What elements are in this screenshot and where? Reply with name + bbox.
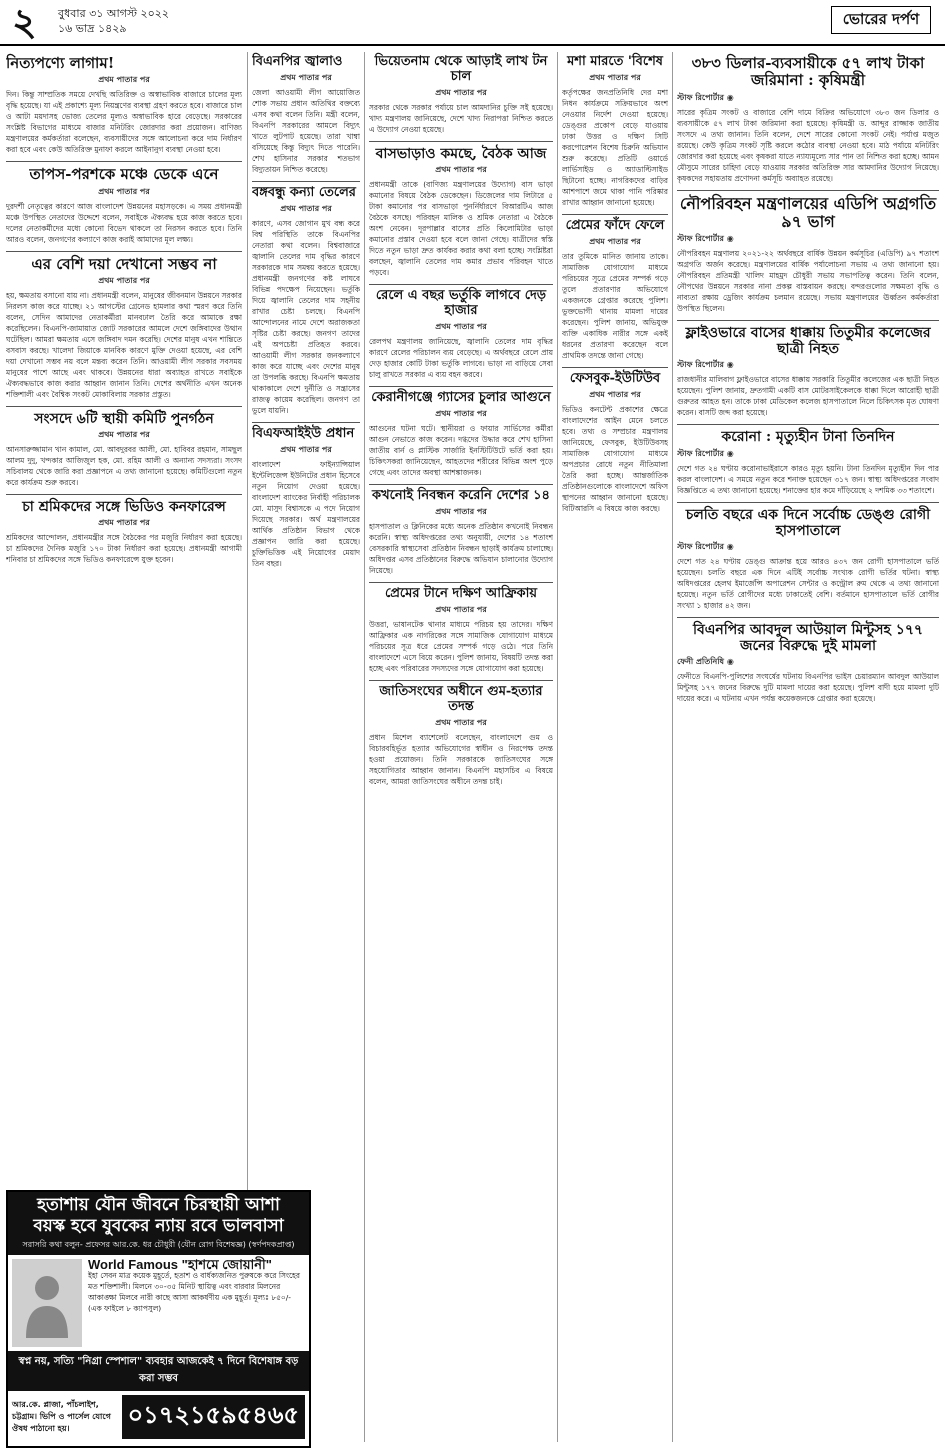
ad-headline-1: হতাশায় যৌন জীবনে চিরস্থায়ী আশা bbox=[37, 1195, 280, 1215]
article-headline[interactable]: সংসদে ৬টি স্থায়ী কমিটি পুনর্গঠন bbox=[34, 410, 214, 427]
article-body: সারের কৃত্রিম সংকট ও বাজারে বেশি দামে বিক্রির অভিযোগে ৩৮৩ জন ডিলার ও ব্যবসায়ীকে ৫৭ লাখ টাকা জরিমানা করা হয়েছে। কৃষিমন্ত্রী ড. আব্দুর রাজ্জাক জাতীয় সংসদে এ তথ্য জানান। তিনি বলেন, দেশে সারের কোনো সংকট নেই। পর্যাপ্ত মজুত রয়েছে। কেউ কৃত্রিম সংকট সৃষ্টি করলে কঠোর ব্যবস্থা নেওয়া হবে। মাঠ পর্যায়ে মনিটরিং জোরদার করা হয়েছে এবং কৃষকরা যাতে ন্যায্যমূল্যে সার পান তা নিশ্চিত করা হচ্ছে। আমন মৌসুমে সারের চাহিদা বেড়ে যাওয়ায় সরকার অতিরিক্ত সার আমদানির উদ্যোগ নিয়েছে। কৃষকদের সহায়তায় প্রণোদনা কর্মসূচি অব্যাহত রয়েছে। bbox=[677, 107, 939, 183]
article-continuation: প্রথম পাতার পর bbox=[435, 321, 487, 331]
ad-contact-line: সরাসরি কথা বলুন- প্রফেসর আর.কে. ধর চৌধুরী (যৌন রোগ বিশেষজ্ঞ) (স্বর্ণপদকপ্রাপ্ত) bbox=[22, 1240, 295, 1249]
article bbox=[6, 411, 242, 488]
article bbox=[369, 289, 553, 380]
article bbox=[369, 489, 553, 576]
article-continuation: প্রথম পাতার পর bbox=[280, 444, 332, 454]
article-byline: স্টাফ রিপোর্টার ◉ bbox=[677, 92, 734, 102]
article bbox=[369, 391, 553, 478]
divider bbox=[369, 680, 553, 681]
article-body: নৌপরিবহন মন্ত্রণালয় ২০২১-২২ অর্থবছরে বার্ষিক উন্নয়ন কর্মসূচির (এডিপি) ৯৭ শতাংশ অগ্রগতি অর্জন করেছে। মন্ত্রণালয়ের বার্ষিক পর্যালোচনা সভায় এ তথ্য জানানো হয়। নৌপরিবহন প্রতিমন্ত্রী খালিদ মাহমুদ চৌধুরী সভায় সভাপতিত্ব করেন। তিনি বলেন, নৌপথের উন্নয়নে সরকার নানা প্রকল্প বাস্তবায়ন করছে। বন্দরগুলোর সক্ষমতা বৃদ্ধি ও নাব্যতা রক্ষায় ড্রেজিং কার্যক্রম চলমান রয়েছে। সভায় মন্ত্রণালয়ের ঊর্ধ্বতন কর্মকর্তারা উপস্থিত ছিলেন। bbox=[677, 249, 939, 314]
article-continuation: প্রথম পাতার পর bbox=[280, 203, 332, 213]
article-headline[interactable]: মশা মারতে 'বিশেষ bbox=[567, 54, 663, 69]
article bbox=[677, 55, 939, 184]
ad-address: আর.কে. প্লাজা, পাঁচলাইশ, চট্টগ্রাম। ভিপি ও পার্সেল যোগে ঔষধ পাঠানো হয়। bbox=[12, 1400, 111, 1433]
divider bbox=[677, 320, 939, 321]
article-headline[interactable]: বিএনপির আবদুল আউয়াল মিন্টুসহ ১৭৭ জনের বিরুদ্ধে দুই মামলা bbox=[692, 621, 924, 654]
article-body: শ্রমিকদের আন্দোলন, প্রধানমন্ত্রীর সঙ্গে বৈঠকের পর মজুরি নির্ধারণ করা হয়েছে। চা শ্রমিকদের দৈনিক মজুরি ১৭০ টাকা নির্ধারণ করা হয়েছে। প্রধানমন্ত্রী আগামী শনিবার চা শ্রমিকদের সঙ্গে ভিডিও কনফারেন্সে যুক্ত হবেন। bbox=[6, 532, 242, 564]
article-continuation: প্রথম পাতার পর bbox=[435, 87, 487, 97]
article-continuation: প্রথম পাতার পর bbox=[435, 506, 487, 516]
date-bengali: ১৬ ভাদ্র ১৪২৯ bbox=[58, 22, 127, 35]
article-headline[interactable]: কখনোই নিবন্ধন করেনি দেশের ১৪ bbox=[371, 487, 550, 503]
divider bbox=[369, 582, 553, 583]
divider bbox=[677, 502, 939, 503]
article-continuation: প্রথম পাতার পর bbox=[98, 275, 150, 285]
article-body: হয়, ক্ষমতায় বসানো যায় না। প্রধানমন্ত্রী বলেন, মানুষের জীবনমান উন্নয়নে সরকার নিরলস কাজ করে যাচ্ছে। ২১ আগস্টের গ্রেনেড হামলার কথা স্মরণ করে তিনি বলেন, সেদিন আমাদের নেতাকর্মীরা মানবঢাল তৈরি করে আমাকে রক্ষা করেছিলেন। বিএনপি-জামায়াত জোট সরকারের আমলে দেশে জঙ্গিবাদের উত্থান ঘটেছিল। আমরা ক্ষমতায় এসে জঙ্গিবাদ দমন করেছি। দেশের মানুষ এখন শান্তিতে বসবাস করছে। খালেদা জিয়াকে মানবিক কারণে মুক্তি দেওয়া হয়েছে, এর বেশি দয়া দেখানো সম্ভব নয় বলে মন্তব্য করেন তিনি। আওয়ামী লীগ সরকার সবসময় মানুষের পাশে আছে এবং থাকবে। উন্নয়নের ধারা অব্যাহত রাখতে সবাইকে ঐক্যবদ্ধভাবে কাজ করার আহ্বান জানান তিনি। দেশের অর্থনীতি এখন অনেক শক্তিশালী এবং বৈশ্বিক সংকট মোকাবিলায় সরকার প্রস্তুত। bbox=[6, 290, 242, 399]
column-5 bbox=[677, 52, 939, 1442]
article-byline: স্টাফ রিপোর্টার ◉ bbox=[677, 448, 734, 458]
article-body: দুরদর্শী নেতৃত্বের কারণে আজ বাংলাদেশ উন্নয়নের মহাসড়কে। এ সময় প্রধানমন্ত্রী মঞ্চে উপস্থিত নেতাদের উদ্দেশে বলেন, সবাইকে ঐক্যবদ্ধ হয়ে কাজ করতে হবে। দলের নেতাকর্মীদের মধ্যে কোনো বিভেদ থাকলে তা নিরসন করতে হবে। তিনি আরও বলেন, জনগণের কল্যাণে কাজ করাই আমাদের মূল লক্ষ্য। bbox=[6, 201, 242, 244]
article-headline[interactable]: ফেসবুক-ইউটিউব bbox=[569, 370, 661, 386]
article-body: দেশে গত ২৪ ঘণ্টায় করোনাভাইরাসে কারও মৃত্যু হয়নি। টানা তিনদিন মৃত্যুহীন দিন পার করল বাংলাদেশ। এ সময়ে নতুন করে শনাক্ত হয়েছেন ৩১৭ জন। স্বাস্থ্য অধিদপ্তরের সংবাদ বিজ্ঞপ্তিতে এ তথ্য জানানো হয়েছে। শনাক্তের হার কমে দাঁড়িয়েছে ২ দশমিক ৩৩ শতাংশে। bbox=[677, 463, 939, 495]
article-headline[interactable]: চলতি বছরে এক দিনে সর্বোচ্চ ডেঙ্গু রোগী হাসপাতালে bbox=[685, 506, 931, 539]
divider bbox=[6, 251, 242, 252]
article-continuation: প্রথম পাতার পর bbox=[98, 429, 150, 439]
divider bbox=[6, 406, 242, 407]
article bbox=[252, 427, 360, 569]
article-body: তার তুমিকে মানিত জানায় তাকে। সামাজিক যোগাযোগ মাধ্যমে পরিচয়ের সূত্রে প্রেমের সম্পর্ক গড়ে তুলে প্রতারণার অভিযোগে একজনকে গ্রেপ্তার করেছে পুলিশ। ভুক্তভোগী থানায় মামলা দায়ের করেছেন। পুলিশ জানায়, অভিযুক্ত ব্যক্তি একাধিক নারীর সঙ্গে একই ধরনের প্রতারণা করেছেন বলে প্রাথমিক তদন্তে জানা গেছে। bbox=[562, 251, 668, 360]
divider bbox=[677, 190, 939, 191]
masthead-logo: ভোরের দর্পণ bbox=[831, 6, 931, 34]
article-body: প্রধানমন্ত্রী তাকে (বাণিজ্য মন্ত্রণালয়ের উদ্যোগ) বাস ভাড়া কমানোর বিষয়ে বৈঠক ডেকেছেন। ডিজেলের দাম লিটারে ৫ টাকা কমানোর পর বাসভাড়া পুনর্নির্ধারণে বিআরটিএ আজ বৈঠকে বসছে। পরিবহন মালিক ও শ্রমিক নেতারা এ বৈঠকে অংশ নেবেন। দূরপাল্লার বাসের প্রতি কিলোমিটার ভাড়া কমানোর প্রস্তাব দেওয়া হবে বলে জানা গেছে। যাত্রীদের স্বস্তি দিতে নতুন ভাড়া দ্রুত কার্যকর করার কথা বলা হচ্ছে। সংশ্লিষ্টরা বলছেন, জ্বালানি তেলের দাম কমার প্রভাব পরিবহন খাতে পড়বে। bbox=[369, 179, 553, 277]
article-body: আগুনের ঘটনা ঘটে। স্থানীয়রা ও ফায়ার সার্ভিসের কর্মীরা আগুন নেভাতে কাজ করেন। দগ্ধদের উদ্ধার করে শেখ হাসিনা জাতীয় বার্ন ও প্লাস্টিক সার্জারি ইনস্টিটিউটে ভর্তি করা হয়। চিকিৎসকরা জানিয়েছেন, আহতদের শরীরের বিভিন্ন অংশ পুড়ে গেছে এবং তাদের অবস্থা আশঙ্কাজনক। bbox=[369, 423, 553, 477]
ad-phone-number[interactable]: ০১৭২১৫৯৫৪৬৫ bbox=[122, 1395, 305, 1439]
divider bbox=[6, 494, 242, 495]
column-4 bbox=[562, 52, 668, 1442]
article-headline[interactable]: বিএনপির জ্বালাও bbox=[252, 54, 343, 69]
divider bbox=[6, 161, 242, 162]
article bbox=[677, 507, 939, 611]
article-headline[interactable]: এর বেশি দয়া দেখানো সম্ভব না bbox=[31, 254, 217, 273]
article bbox=[677, 429, 939, 495]
article-continuation: প্রথম পাতার পর bbox=[589, 389, 641, 399]
article-byline: স্টাফ রিপোর্টার ◉ bbox=[677, 360, 734, 370]
advertisement bbox=[6, 1190, 311, 1448]
date-block bbox=[58, 6, 169, 36]
article bbox=[562, 219, 668, 361]
article-headline[interactable]: করোনা : মৃত্যুহীন টানা তিনদিন bbox=[721, 429, 895, 446]
article bbox=[252, 186, 360, 416]
article-body: জেলা আওয়ামী লীগ আয়োজিত শোক সভায় প্রধান অতিথির বক্তব্যে এসব কথা বলেন তিনি। মন্ত্রী বলেন, বিএনপি সরকারের আমলে বিদ্যুৎ খাতে লুটপাট হয়েছে। তারা খাম্বা বসিয়েছে কিন্তু বিদ্যুৎ দিতে পারেনি। শেখ হাসিনার সরকার শতভাগ বিদ্যুতায়ন নিশ্চিত করেছে। bbox=[252, 87, 360, 174]
ad-footer bbox=[8, 1391, 309, 1443]
article bbox=[252, 55, 360, 175]
article bbox=[562, 372, 668, 514]
article-headline[interactable]: বাসভাড়াও কমছে, বৈঠক আজ bbox=[375, 145, 547, 162]
article bbox=[369, 146, 553, 278]
divider bbox=[369, 284, 553, 285]
article-body: কারণে, এসব জোগান মুখ বন্ধ করে বিশ্ব পরিস্থিতি তাকে বিএনপির নেতারা কথা বলেন। বিশ্ববাজারে জ্বালানি তেলের দাম বৃদ্ধির কারণে সরকারকে দাম সমন্বয় করতে হয়েছে। প্রধানমন্ত্রী জনগণের কষ্ট লাঘবে বিভিন্ন পদক্ষেপ নিয়েছেন। ভর্তুকি দিয়ে জ্বালানি তেলের দাম সহনীয় রাখার চেষ্টা চলছে। বিএনপি আন্দোলনের নামে দেশে অরাজকতা সৃষ্টির চেষ্টা করছে। জনগণ তাদের এই অপচেষ্টা প্রতিহত করবে। আওয়ামী লীগ সরকার জনকল্যাণে কাজ করে যাচ্ছে এবং দেশের মানুষ তা উপলব্ধি করছে। বিএনপি ক্ষমতায় থাকাকালে দেশে দুর্নীতি ও সন্ত্রাসের রাজত্ব কায়েম করেছিল। জনগণ তা ভুলে যায়নি। bbox=[252, 218, 360, 415]
column-3 bbox=[369, 52, 553, 1442]
article-continuation: প্রথম পাতার পর bbox=[435, 408, 487, 418]
ad-header bbox=[8, 1192, 309, 1255]
article-headline[interactable]: চা শ্রমিকদের সঙ্গে ভিডিও কনফারেন্স bbox=[22, 498, 226, 515]
article-continuation: প্রথম পাতার পর bbox=[589, 236, 641, 246]
date-gregorian: বুধবার ৩১ আগস্ট ২০২২ bbox=[58, 7, 170, 20]
article-headline[interactable]: ভিয়েতনাম থেকে আড়াই লাখ টন চাল bbox=[374, 54, 548, 84]
article-headline[interactable]: কেরানীগঞ্জে গ্যাসের চুলার আগুনে bbox=[371, 389, 551, 405]
article-headline[interactable]: নিত্যপণ্যে লাগাম! bbox=[6, 54, 115, 72]
article bbox=[677, 325, 939, 418]
article-headline[interactable]: বিএফআইইউ প্রধান bbox=[252, 425, 355, 441]
article bbox=[6, 55, 242, 155]
article-headline[interactable]: ৩৮৩ ডিলার-ব্যবসায়ীকে ৫৭ লাখ টাকা জরিমানা : কৃষিমন্ত্রী bbox=[691, 54, 925, 90]
divider bbox=[252, 422, 360, 423]
article-continuation: প্রথম পাতার পর bbox=[98, 186, 150, 196]
column-divider bbox=[364, 52, 365, 1442]
article bbox=[369, 685, 553, 787]
divider bbox=[369, 484, 553, 485]
divider bbox=[369, 386, 553, 387]
article-byline: ফেনী প্রতিনিধি ◉ bbox=[677, 656, 734, 666]
article-headline[interactable]: ফ্লাইওভারে বাসের ধাক্কায় তিতুমীর কলেজের ছাত্রী নিহত bbox=[685, 325, 931, 358]
article-body: দিন। কিন্তু সাম্প্রতিক সময়ে দেখছি অতিরিক্ত ও অস্বাভাবিক বাজারে চালের মূল্য বৃদ্ধি হয়েছে। যা এই প্রকাশ্যে মূল্য নিয়ন্ত্রণের ব্যবস্থা গ্রহণ করতে হবে। বাজারে চাল ও আটা ময়দাসহ ভোজ্য তেলের মূল্যও অস্বাভাবিক হারে বেড়েছে। সরকারের সংশ্লিষ্ট বিভাগের মাধ্যমে বাজার মনিটরিং জোরদার করা প্রয়োজন। বাণিজ্য মন্ত্রণালয়ের কর্মকর্তারা বলেছেন, ব্যবসায়ীদের সঙ্গে আলোচনা করে দাম নির্ধারণ করা হবে এবং কেউ অতিরিক্ত মুনাফা করলে আইনানুগ ব্যবস্থা নেওয়া হবে। bbox=[6, 90, 242, 155]
article-headline[interactable]: বঙ্গবন্ধু কন্যা তেলের bbox=[252, 184, 356, 200]
divider bbox=[562, 214, 668, 215]
divider bbox=[677, 424, 939, 425]
article-continuation: প্রথম পাতার পর bbox=[435, 717, 487, 727]
article-headline[interactable]: নৌপরিবহন মন্ত্রণালয়ের এডিপি অগ্রগতি ৯৭ ভাগ bbox=[679, 193, 937, 231]
article-headline[interactable]: জাতিসংঘের অধীনে গুম-হত্যার তদন্ত bbox=[379, 683, 543, 714]
article-headline[interactable]: রেলে এ বছর ভর্তুকি লাগবে দেড় হাজার bbox=[375, 287, 547, 318]
divider bbox=[562, 367, 668, 368]
column-1 bbox=[6, 52, 242, 1184]
article-body: রেলপথ মন্ত্রণালয় জানিয়েছে, জ্বালানি তেলের দাম বৃদ্ধির কারণে রেলের পরিচালন ব্যয় বেড়েছে। এ অর্থবছরে রেলে প্রায় দেড় হাজার কোটি টাকা ভর্তুকি লাগবে। ভাড়া না বাড়িয়ে সেবা চালু রাখতে সরকার এ ব্যয় বহন করবে। bbox=[369, 336, 553, 379]
ad-headline-2: বয়স্ক হবে যুবকের ন্যায় রবে ভালবাসা bbox=[33, 1216, 284, 1236]
ad-product-name: World Famous "হাশমে জোয়ানী" bbox=[88, 1257, 272, 1272]
article-continuation: প্রথম পাতার পর bbox=[435, 164, 487, 174]
person-icon bbox=[22, 1268, 72, 1338]
article bbox=[677, 622, 939, 704]
column-divider bbox=[672, 52, 673, 1442]
page-number: ২ bbox=[12, 0, 37, 44]
column-divider bbox=[557, 52, 558, 1442]
article-continuation: প্রথম পাতার পর bbox=[589, 72, 641, 82]
column-2 bbox=[252, 52, 360, 1184]
article bbox=[562, 55, 668, 208]
ad-product-text bbox=[88, 1259, 305, 1347]
column-divider bbox=[247, 52, 248, 1192]
article-body: রাজধানীর মালিবাগ ফ্লাইওভারে বাসের ধাক্কায় সরকারি তিতুমীর কলেজের এক ছাত্রী নিহত হয়েছেন। পুলিশ জানায়, দ্রুতগামী একটি বাস মোটরসাইকেলকে ধাক্কা দিলে আরোহী ছাত্রী গুরুতর আহত হন। তাকে ঢাকা মেডিকেল কলেজ হাসপাতালে নিলে চিকিৎসক মৃত ঘোষণা করেন। বাসটি জব্দ করা হয়েছে। bbox=[677, 375, 939, 418]
article-headline[interactable]: প্রেমের ফাঁদে ফেলে bbox=[565, 217, 665, 233]
ad-banner: স্বপ্ন নয়, সত্যি "নিগ্রা স্পেশাল" ব্যবহার আজকেই ৭ দিনে বিশেষাঙ্গ বড় করা সম্ভব bbox=[8, 1351, 309, 1391]
divider bbox=[677, 617, 939, 618]
article-body: দেশে গত ২৪ ঘণ্টায় ডেঙ্গু আক্রান্ত হয়ে আরও ৪৩৭ জন রোগী হাসপাতালে ভর্তি হয়েছেন। চলতি বছরে এক দিনে এটিই সর্বোচ্চ সংখ্যক রোগী ভর্তির ঘটনা। স্বাস্থ্য অধিদপ্তরের হেলথ ইমার্জেন্সি অপারেশন সেন্টার ও কন্ট্রোল রুম থেকে এ তথ্য জানানো হয়েছে। নতুন ভর্তি রোগীদের মধ্যে ঢাকাতেই বেশি। বর্তমানে হাসপাতালে ভর্তি রোগীর সংখ্যা ১ হাজার ৪২ জন। bbox=[677, 556, 939, 610]
article-continuation: প্রথম পাতার পর bbox=[435, 604, 487, 614]
page-header bbox=[0, 0, 945, 46]
article-body: কর্তৃপক্ষের জনপ্রতিনিধি দের মশা নিধন কার্যক্রমে সক্রিয়ভাবে অংশ নেওয়ার নির্দেশ দেওয়া হয়েছে। ডেঙ্গুর প্রকোপ বেড়ে যাওয়ায় ঢাকা উত্তর ও দক্ষিণ সিটি করপোরেশন বিশেষ চিরুনি অভিযান শুরু করেছে। প্রতিটি ওয়ার্ডে লার্ভিসাইড ও অ্যাডাল্টিসাইড ছিটানো হচ্ছে। নাগরিকদের বাড়ির আশপাশে জমে থাকা পানি পরিষ্কার রাখার আহ্বান জানানো হয়েছে। bbox=[562, 87, 668, 207]
article bbox=[6, 256, 242, 400]
article bbox=[6, 166, 242, 244]
article-headline[interactable]: প্রেমের টানে দক্ষিণ আফ্রিকায় bbox=[384, 585, 538, 601]
article-body: আনসারুজ্জামান খান কামাল, মো. আবদুরবর আলী, মো. হাবিবর রহমান, সামছুল আলম দুদু, খন্দকার আজিজুল হক, মো. রহিম আলী ও অন্যান্য সদস্যরা। সংসদ সচিবালয় থেকে জারি করা প্রজ্ঞাপনে এ তথ্য জানানো হয়েছে। কমিটিগুলো নতুন করে কার্যক্রম শুরু করবে। bbox=[6, 444, 242, 487]
article bbox=[677, 195, 939, 315]
article-byline: স্টাফ রিপোর্টার ◉ bbox=[677, 541, 734, 551]
article-body: উত্তরা, ভাষানটেক থানার মাধ্যমে পরিচয় হয় তাদের। দক্ষিণ আফ্রিকার এক নাগরিকের সঙ্গে সামাজিক যোগাযোগ মাধ্যমে পরিচয়ের সূত্র ধরে প্রেমের সম্পর্ক গড়ে ওঠে। পরে তিনি বাংলাদেশে এসে বিয়ে করেন। পুলিশ জানায়, বিষয়টি তদন্ত করা হচ্ছে এবং পরিবারের সদস্যদের সঙ্গে যোগাযোগ করা হয়েছে। bbox=[369, 619, 553, 673]
article-body: বাংলাদেশ ফাইন্যান্সিয়াল ইন্টেলিজেন্স ইউনিটের প্রধান হিসেবে নতুন নিয়োগ দেওয়া হয়েছে। বাংলাদেশ ব্যাংকের নির্বাহী পরিচালক মো. মাসুদ বিশ্বাসকে এ পদে নিয়োগ দিয়েছে সরকার। অর্থ মন্ত্রণালয়ের আর্থিক প্রতিষ্ঠান বিভাগ থেকে প্রজ্ঞাপন জারি করা হয়েছে। চুক্তিভিত্তিক এই নিয়োগের মেয়াদ তিন বছর। bbox=[252, 459, 360, 568]
divider bbox=[252, 181, 360, 182]
article bbox=[369, 587, 553, 674]
article-continuation: প্রথম পাতার পর bbox=[280, 72, 332, 82]
article-body: ফেনীতে বিএনপি-পুলিশের সংঘর্ষের ঘটনায় বিএনপির ভাইস চেয়ারম্যান আবদুল আউয়াল মিন্টুসহ ১৭৭ জনের বিরুদ্ধে দুটি মামলা দায়ের করা হয়েছে। পুলিশ বাদী হয়ে মামলা দুটি দায়ের করে। এ ঘটনায় এখন পর্যন্ত কয়েকজনকে গ্রেপ্তার করা হয়েছে। bbox=[677, 671, 939, 703]
article bbox=[369, 55, 553, 135]
doctor-photo bbox=[12, 1259, 82, 1347]
article-body: সরকার থেকে সরকার পর্যায়ে চাল আমদানির চুক্তি সই হয়েছে। খাদ্য মন্ত্রণালয় জানিয়েছে, দেশে খাদ্য নিরাপত্তা নিশ্চিত করতে এ উদ্যোগ নেওয়া হয়েছে। bbox=[369, 102, 553, 134]
article-headline[interactable]: তাপস-পরশকে মঞ্চে ডেকে এনে bbox=[29, 165, 219, 184]
article-body: হাসপাতাল ও ক্লিনিকের মধ্যে অনেক প্রতিষ্ঠান কখনোই নিবন্ধন করেনি। স্বাস্থ্য অধিদপ্তরের তথ্য অনুযায়ী, দেশের ১৪ শতাংশ বেসরকারি স্বাস্থ্যসেবা প্রতিষ্ঠান নিবন্ধন ছাড়াই কার্যক্রম চালাচ্ছে। অধিদপ্তর এসব প্রতিষ্ঠানের বিরুদ্ধে অভিযান চালানোর উদ্যোগ নিয়েছে। bbox=[369, 521, 553, 575]
ad-product-description: ইহা সেবন মাত্র কয়েক মুহূর্তে, হতাশ ও বার্ধক্যজনিত পুরুষকে করে সিংহের মত শক্তিশালী। মিলনে ৩০-৩৫ মিনিট স্থায়িত্ব এবং বারবার মিলনের আকাঙ্ক্ষা মিলবে নারী কাছে আসা আকর্ষণীয় এক মুহূর্ত। মূল্যঃ ৮৫০/- (এক ফাইলে ৮ ক্যাপসুল) bbox=[88, 1271, 300, 1313]
ad-body bbox=[8, 1255, 309, 1351]
article-body: ভিডিও কনটেন্ট প্রকাশের ক্ষেত্রে বাংলাদেশের আইন মেনে চলতে হবে। তথ্য ও সম্প্রচার মন্ত্রণালয় জানিয়েছে, ফেসবুক, ইউটিউবসহ সামাজিক যোগাযোগ মাধ্যমে অপপ্রচার রোধে নতুন নীতিমালা তৈরি করা হচ্ছে। আন্তর্জাতিক প্রতিষ্ঠানগুলোকে বাংলাদেশে অফিস স্থাপনের আহ্বান জানানো হয়েছে। বিটিআরসি এ বিষয়ে কাজ করছে। bbox=[562, 404, 668, 513]
article-continuation: প্রথম পাতার পর bbox=[98, 517, 150, 527]
divider bbox=[369, 141, 553, 142]
article-byline: স্টাফ রিপোর্টার ◉ bbox=[677, 234, 734, 244]
article bbox=[6, 499, 242, 565]
article-body: প্রধান মিশেল ব্যাশেলেট বলেছেন, বাংলাদেশে গুম ও বিচারবহির্ভূত হত্যার অভিযোগের স্বাধীন ও নিরপেক্ষ তদন্ত হওয়া প্রয়োজন। তিনি সরকারকে জাতিসংঘের সঙ্গে সহযোগিতার আহ্বান জানান। বিএনপি মহাসচিব এ বিষয়ে বলেন, আমরা জাতিসংঘের অধীনে তদন্ত চাই। bbox=[369, 732, 553, 786]
article-continuation: প্রথম পাতার পর bbox=[98, 75, 150, 85]
